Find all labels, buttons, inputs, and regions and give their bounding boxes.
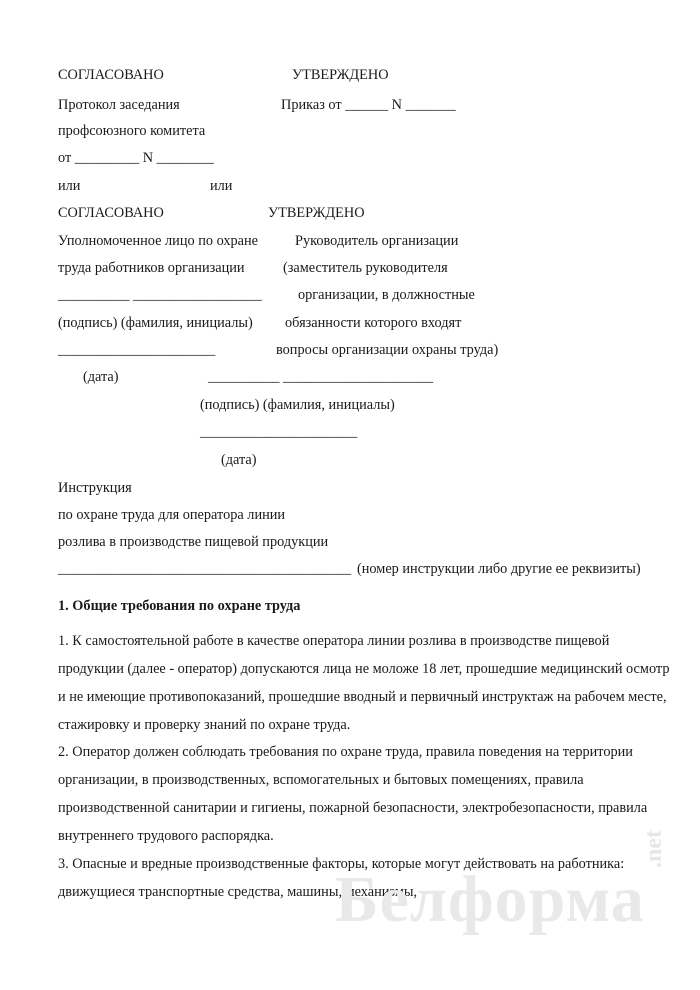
signature-blank-right: __________ _____________________ — [208, 369, 434, 385]
signature-caption-left: (подпись) (фамилия, инициалы) — [58, 315, 253, 331]
watermark-brand: Белформа — [335, 863, 645, 936]
date-caption-right: (дата) — [221, 452, 257, 468]
date-blank-left: ______________________ — [58, 342, 216, 358]
paragraph-2-line-1: 2. Оператор должен соблюдать требования по охране труда, правила поведения на территории — [58, 744, 633, 760]
paragraph-1-line-2: продукции (далее - оператор) допускаются лица не моложе 18 лет, прошедшие медицинский осмотр — [58, 661, 670, 677]
head-of-org-line-5: вопросы организации охраны труда) — [276, 342, 499, 358]
paragraph-1-line-1: 1. К самостоятельной работе в качестве оператора линии розлива в производстве пищевой — [58, 633, 610, 649]
paragraph-1-line-4: стажировку и проверку знаний по охране труда. — [58, 717, 351, 733]
signature-caption-right: (подпись) (фамилия, инициалы) — [200, 397, 395, 413]
authorized-person-line-1: Уполномоченное лицо по охране — [58, 233, 259, 249]
or-right: или — [210, 178, 233, 194]
paragraph-3-line-1: 3. Опасные и вредные производственные факторы, которые могут действовать на работника: — [58, 856, 625, 872]
protocol-line-2: профсоюзного комитета — [58, 123, 206, 139]
instruction-title-2: по охране труда для оператора линии — [58, 507, 286, 523]
protocol-date-line: от _________ N ________ — [58, 150, 214, 166]
authorized-person-line-2: труда работников организации — [58, 260, 245, 276]
instruction-title-1: Инструкция — [58, 480, 132, 496]
date-caption-left: (дата) — [83, 369, 119, 385]
paragraph-2-line-4: внутреннего трудового распорядка. — [58, 828, 274, 844]
head-of-org-line-2: (заместитель руководителя — [283, 260, 448, 276]
signature-blank-left: __________ __________________ — [58, 287, 262, 303]
or-left: или — [58, 178, 81, 194]
paragraph-1-line-3: и не имеющие противопоказаний, прошедшие вводный и первичный инструктаж на рабочем месте, — [58, 689, 667, 705]
head-of-org-line-3: организации, в должностные — [298, 287, 475, 303]
paragraph-2-line-2: организации, в производственных, вспомогательных и бытовых помещениях, правила — [58, 772, 584, 788]
date-blank-right: ______________________ — [200, 424, 358, 440]
watermark-tld: .net — [641, 830, 667, 868]
instruction-number-blank: _________________________________________ — [58, 561, 352, 577]
order-line: Приказ от ______ N _______ — [281, 97, 456, 113]
section-1-heading: 1. Общие требования по охране труда — [58, 598, 301, 614]
paragraph-2-line-3: производственной санитарии и гигиены, пожарной безопасности, электробезопасности, правила — [58, 800, 648, 816]
agreed-heading-2: СОГЛАСОВАНО — [58, 205, 164, 221]
paragraph-3-line-2: движущиеся транспортные средства, машины, механизмы, — [58, 884, 418, 900]
agreed-heading-1: СОГЛАСОВАНО — [58, 67, 164, 83]
head-of-org-line-4: обязанности которого входят — [285, 315, 462, 331]
protocol-line-1: Протокол заседания — [58, 97, 180, 113]
head-of-org-line-1: Руководитель организации — [295, 233, 459, 249]
approved-heading-2: УТВЕРЖДЕНО — [268, 205, 365, 221]
approved-heading-1: УТВЕРЖДЕНО — [292, 67, 389, 83]
instruction-number-caption: (номер инструкции либо другие ее реквизиты) — [357, 561, 641, 577]
instruction-title-3: розлива в производстве пищевой продукции — [58, 534, 329, 550]
